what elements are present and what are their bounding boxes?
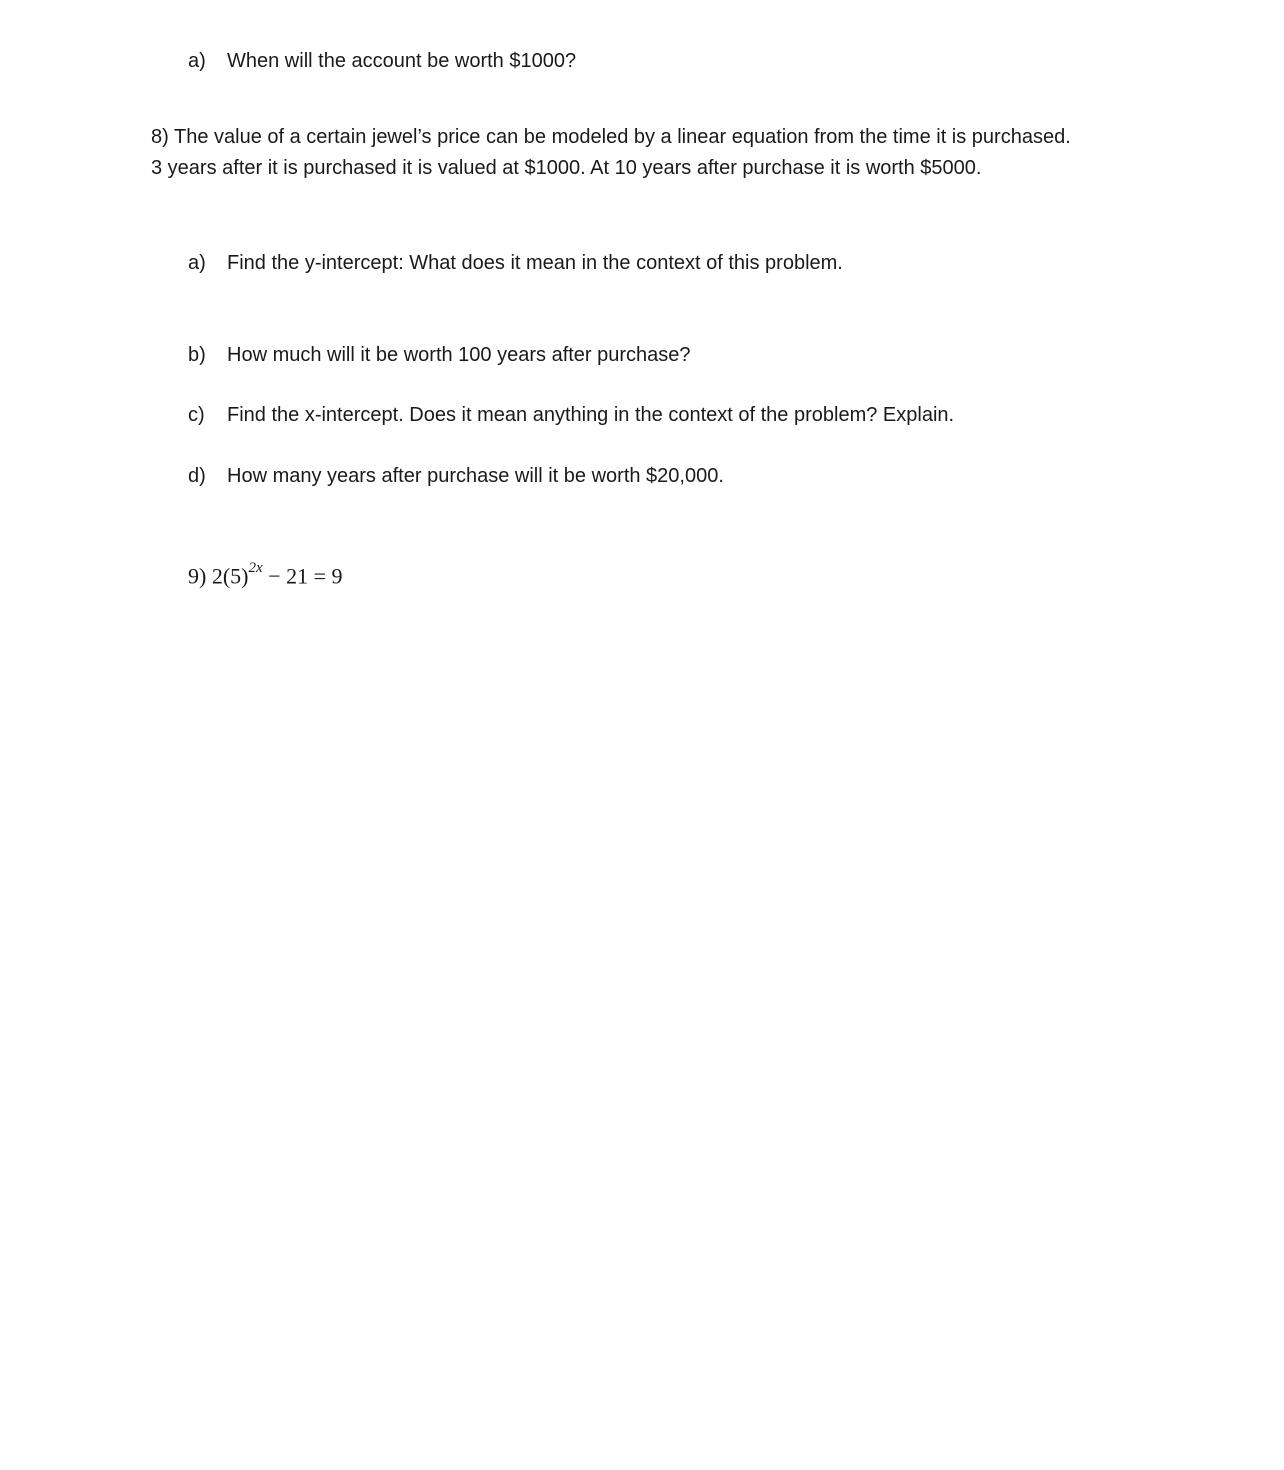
question-8c-letter: c) — [188, 404, 205, 426]
question-9-exponent: 2x — [248, 560, 263, 576]
question-8a-text: Find the y-intercept: What does it mean in the context of this problem. — [227, 252, 843, 274]
question-8b-letter: b) — [188, 344, 206, 366]
question-8d-letter: d) — [188, 465, 206, 487]
question-8-line-1: 8) The value of a certain jewel’s price can be modeled by a linear equation from the time it is purchased. — [151, 126, 1071, 148]
question-7a — [188, 48, 576, 74]
question-7a-text: When will the account be worth $1000? — [227, 50, 577, 72]
question-8a-letter: a) — [188, 252, 206, 274]
question-8c-text: Find the x-intercept. Does it mean anything in the context of the problem? Explain. — [227, 404, 955, 426]
question-8a — [188, 250, 843, 276]
question-8c — [188, 402, 954, 428]
question-8-line-2: 3 years after it is purchased it is valued at $1000. At 10 years after purchase it is worth $5000. — [151, 157, 982, 179]
question-8d-text: How many years after purchase will it be worth $20,000. — [227, 465, 724, 487]
question-9-base: 2(5) — [211, 563, 249, 589]
question-8d — [188, 463, 724, 489]
question-9-equation — [188, 556, 342, 591]
question-8-prompt — [151, 122, 1151, 184]
question-9-label: 9) — [188, 563, 212, 589]
question-9-rest: − 21 = 9 — [262, 563, 343, 589]
question-8b — [188, 342, 691, 368]
question-7a-letter: a) — [188, 50, 206, 72]
question-8b-text: How much will it be worth 100 years after purchase? — [227, 344, 691, 366]
